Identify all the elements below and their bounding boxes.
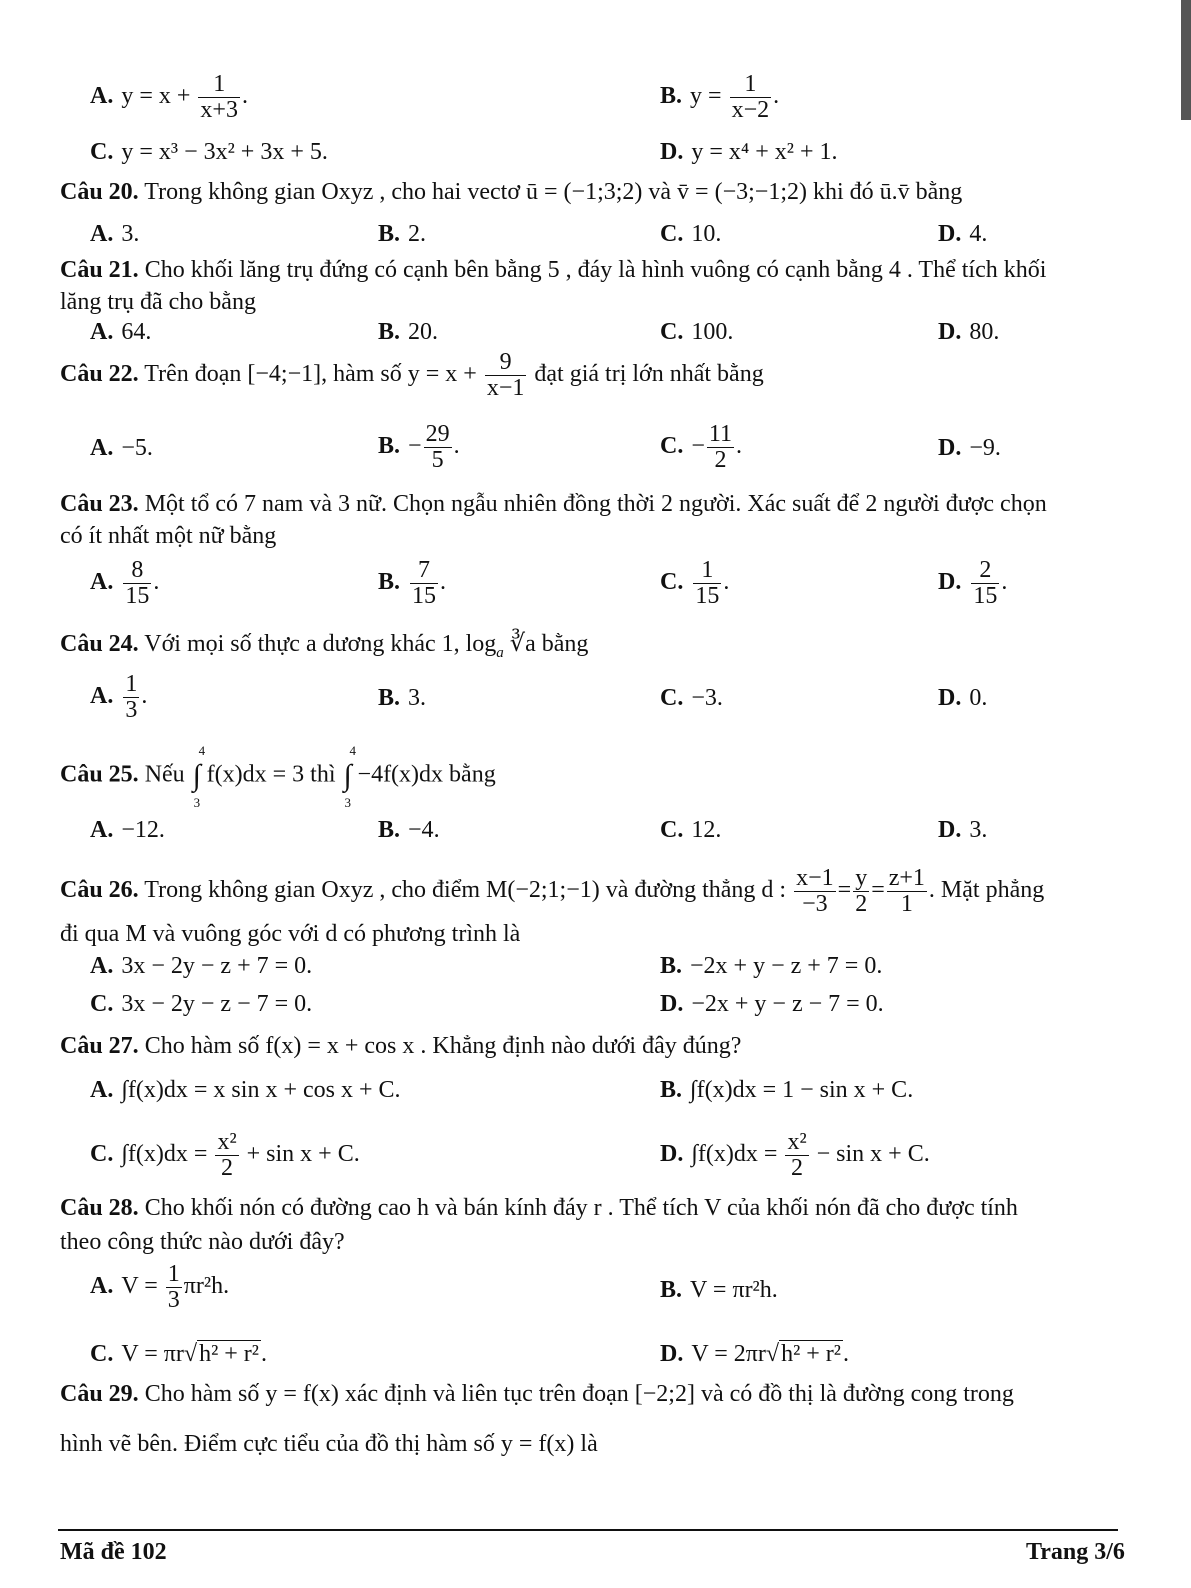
q19-option-a: A. y = x + $\frac{1}{x+3}$ . — [90, 71, 248, 124]
q28-option-a: A. V = $\frac{1}{3}$ πr²h. — [90, 1261, 230, 1314]
q19-option-b: B. y = $\frac{1}{x-2}$ . — [660, 71, 780, 124]
q27-option-a: A. ∫f(x)dx = x sin x + cos x + C. — [90, 1077, 401, 1103]
q23-option-b: B. $\frac{7}{15}$ . — [378, 557, 447, 610]
q24-option-c: C. −3. — [660, 685, 723, 711]
q22-option-d: D. −9. — [938, 435, 1001, 461]
q29-stem-line2: hình vẽ bên. Điểm cực tiểu của đồ thị hàm số y = f(x) là — [60, 1431, 598, 1457]
q25-option-c: C. 12. — [660, 817, 722, 843]
q24-option-d: D. 0. — [938, 685, 988, 711]
q23-stem: Câu 23. Một tổ có 7 nam và 3 nữ. Chọn ngẫu nhiên đồng thời 2 người. Xác suất để 2 người được chọn — [60, 491, 1047, 517]
q27-option-d: D. ∫f(x)dx = $\frac{\text{x²}}{2}$ − sin x + C. — [660, 1129, 930, 1182]
q27-option-c: C. ∫f(x)dx = $\frac{\text{x²}}{2}$ + sin x + C. — [90, 1129, 360, 1182]
q21-stem: Câu 21. Cho khối lăng trụ đứng có cạnh bên bằng 5 , đáy là hình vuông có cạnh bằng 4 . Thể tích khối — [60, 257, 1047, 283]
q28-stem-line2: theo công thức nào dưới đây? — [60, 1229, 345, 1255]
q20-option-d: D. 4. — [938, 221, 988, 247]
footer-exam-code: Mã đề 102 — [60, 1539, 167, 1565]
q21-option-b: B. 20. — [378, 319, 439, 345]
q20-option-c: C. 10. — [660, 221, 722, 247]
q26-option-d: D. −2x + y − z − 7 = 0. — [660, 991, 884, 1017]
q28-option-d: D. V = 2πr√h² + r². — [660, 1341, 849, 1367]
q20-stem: Câu 20. Trong không gian Oxyz , cho hai vectơ ū = (−1;3;2) và v̄ = (−3;−1;2) khi đó ū.v̄ bằng — [60, 179, 963, 205]
q23-option-d: D. $\frac{2}{15}$ . — [938, 557, 1008, 610]
q24-stem: Câu 24. Với mọi số thực a dương khác 1, $\log_a$ ∛a bằng — [60, 631, 589, 661]
q21-option-a: A. 64. — [90, 319, 152, 345]
q26-option-a: A. 3x − 2y − z + 7 = 0. — [90, 953, 313, 979]
q19-option-d: D. y = x⁴ + x² + 1. — [660, 139, 838, 165]
integral-sign: ∫ 4 3 — [343, 743, 357, 810]
q25-option-a: A. −12. — [90, 817, 165, 843]
q24-option-a: A. $\frac{1}{3}$ . — [90, 671, 148, 724]
q22-stem: Câu 22. Trên đoạn [−4;−1], hàm số y = x + $\frac{9}{x-1}$ đạt giá trị lớn nhất bằng — [60, 349, 764, 402]
integral-sign: ∫ 4 3 — [192, 743, 206, 810]
q26-stem: Câu 26. Trong không gian Oxyz , cho điểm M(−2;1;−1) và đường thẳng d : $\frac{x-1}{-3}$ = $\frac{y}{2}$ = $\frac{z+1}{1}$ . Mặt phẳng — [60, 865, 1045, 918]
q26-option-c: C. 3x − 2y − z − 7 = 0. — [90, 991, 313, 1017]
q24-option-b: B. 3. — [378, 685, 427, 711]
q21-option-d: D. 80. — [938, 319, 1000, 345]
footer-page-number: Trang 3/6 — [1026, 1539, 1125, 1565]
q23-option-a: A. $\frac{8}{15}$ . — [90, 557, 160, 610]
q22-option-c: C. − $\frac{11}{2}$ . — [660, 421, 742, 474]
q26-option-b: B. −2x + y − z + 7 = 0. — [660, 953, 883, 979]
q28-option-c: C. V = πr√h² + r². — [90, 1341, 267, 1367]
q25-option-d: D. 3. — [938, 817, 988, 843]
q27-stem: Câu 27. Cho hàm số f(x) = x + cos x . Khẳng định nào dưới đây đúng? — [60, 1033, 742, 1059]
q25-stem: Câu 25. Nếu ∫ 4 3 f(x)dx = 3 thì ∫ 4 3 −4f(x)dx bằng — [60, 743, 496, 810]
footer-rule — [58, 1529, 1118, 1531]
q23-option-c: C. $\frac{1}{15}$ . — [660, 557, 730, 610]
q19-option-c: C. y = x³ − 3x² + 3x + 5. — [90, 139, 328, 165]
q28-stem: Câu 28. Cho khối nón có đường cao h và bán kính đáy r . Thể tích V của khối nón đã cho được tính — [60, 1195, 1018, 1221]
q20-option-a: A. 3. — [90, 221, 140, 247]
q23-stem-line2: có ít nhất một nữ bằng — [60, 523, 277, 549]
q25-option-b: B. −4. — [378, 817, 440, 843]
scrollbar[interactable] — [1181, 0, 1191, 120]
q26-stem-line2: đi qua M và vuông góc với d có phương trình là — [60, 921, 521, 947]
q28-option-b: B. V = πr²h. — [660, 1277, 778, 1303]
q21-stem-line2: lăng trụ đã cho bằng — [60, 289, 256, 315]
q21-option-c: C. 100. — [660, 319, 734, 345]
q27-option-b: B. ∫f(x)dx = 1 − sin x + C. — [660, 1077, 914, 1103]
q22-option-a: A. −5. — [90, 435, 153, 461]
q20-option-b: B. 2. — [378, 221, 427, 247]
q22-option-b: B. − $\frac{29}{5}$ . — [378, 421, 460, 474]
q29-stem: Câu 29. Cho hàm số y = f(x) xác định và liên tục trên đoạn [−2;2] và có đồ thị là đường cong trong — [60, 1381, 1014, 1407]
